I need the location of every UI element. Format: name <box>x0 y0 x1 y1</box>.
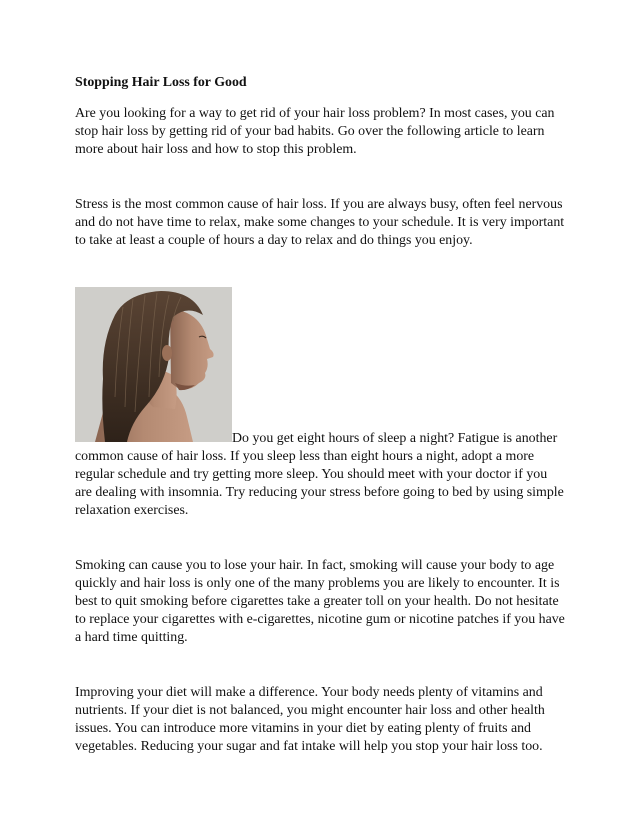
paragraph-intro: Are you looking for a way to get rid of your hair loss problem? In most cases, you can stop hair loss by getting rid of your bad habits. Go over the following article to learn more about hair loss and how to stop this problem. <box>75 106 555 157</box>
document-page <box>75 74 567 756</box>
paragraph-sleep-with-photo <box>75 287 567 520</box>
paragraph-diet: Improving your diet will make a difference. Your body needs plenty of vitamins and nutrients. If your diet is not balanced, you might encounter hair loss and other health issues. You can introduce more vitamins in your diet by eating plenty of fruits and vegetables. Reducing your sugar and fat intake will help you stop your hair loss too. <box>75 685 545 754</box>
paragraph-smoking: Smoking can cause you to lose your hair. In fact, smoking will cause your body to age quickly and hair loss is only one of the many problems you are likely to encounter. It is best to quit smoking before cigarettes take a greater toll on your health. Do not hesitate to replace your cigarettes with e-cigarettes, nicotine gum or nicotine patches if you have a hard time quitting. <box>75 558 565 645</box>
document-title: Stopping Hair Loss for Good <box>75 75 247 90</box>
paragraph-stress: Stress is the most common cause of hair loss. If you are always busy, often feel nervous and do not have time to relax, make some changes to your schedule. It is very important to take at least a couple of hours a day to relax and do things you enjoy. <box>75 197 565 248</box>
paragraph-sleep-text: Do you get eight hours of sleep a night? Fatigue is another common cause of hair loss. If you sleep less than eight hours a night, adopt a more regular schedule and try getting more sleep. You should meet with your doctor if you are dealing with insomnia. Try reducing your stress before going to bed by using simple relaxation exercises. <box>75 431 564 518</box>
woman-wet-hair-photo <box>75 287 232 442</box>
